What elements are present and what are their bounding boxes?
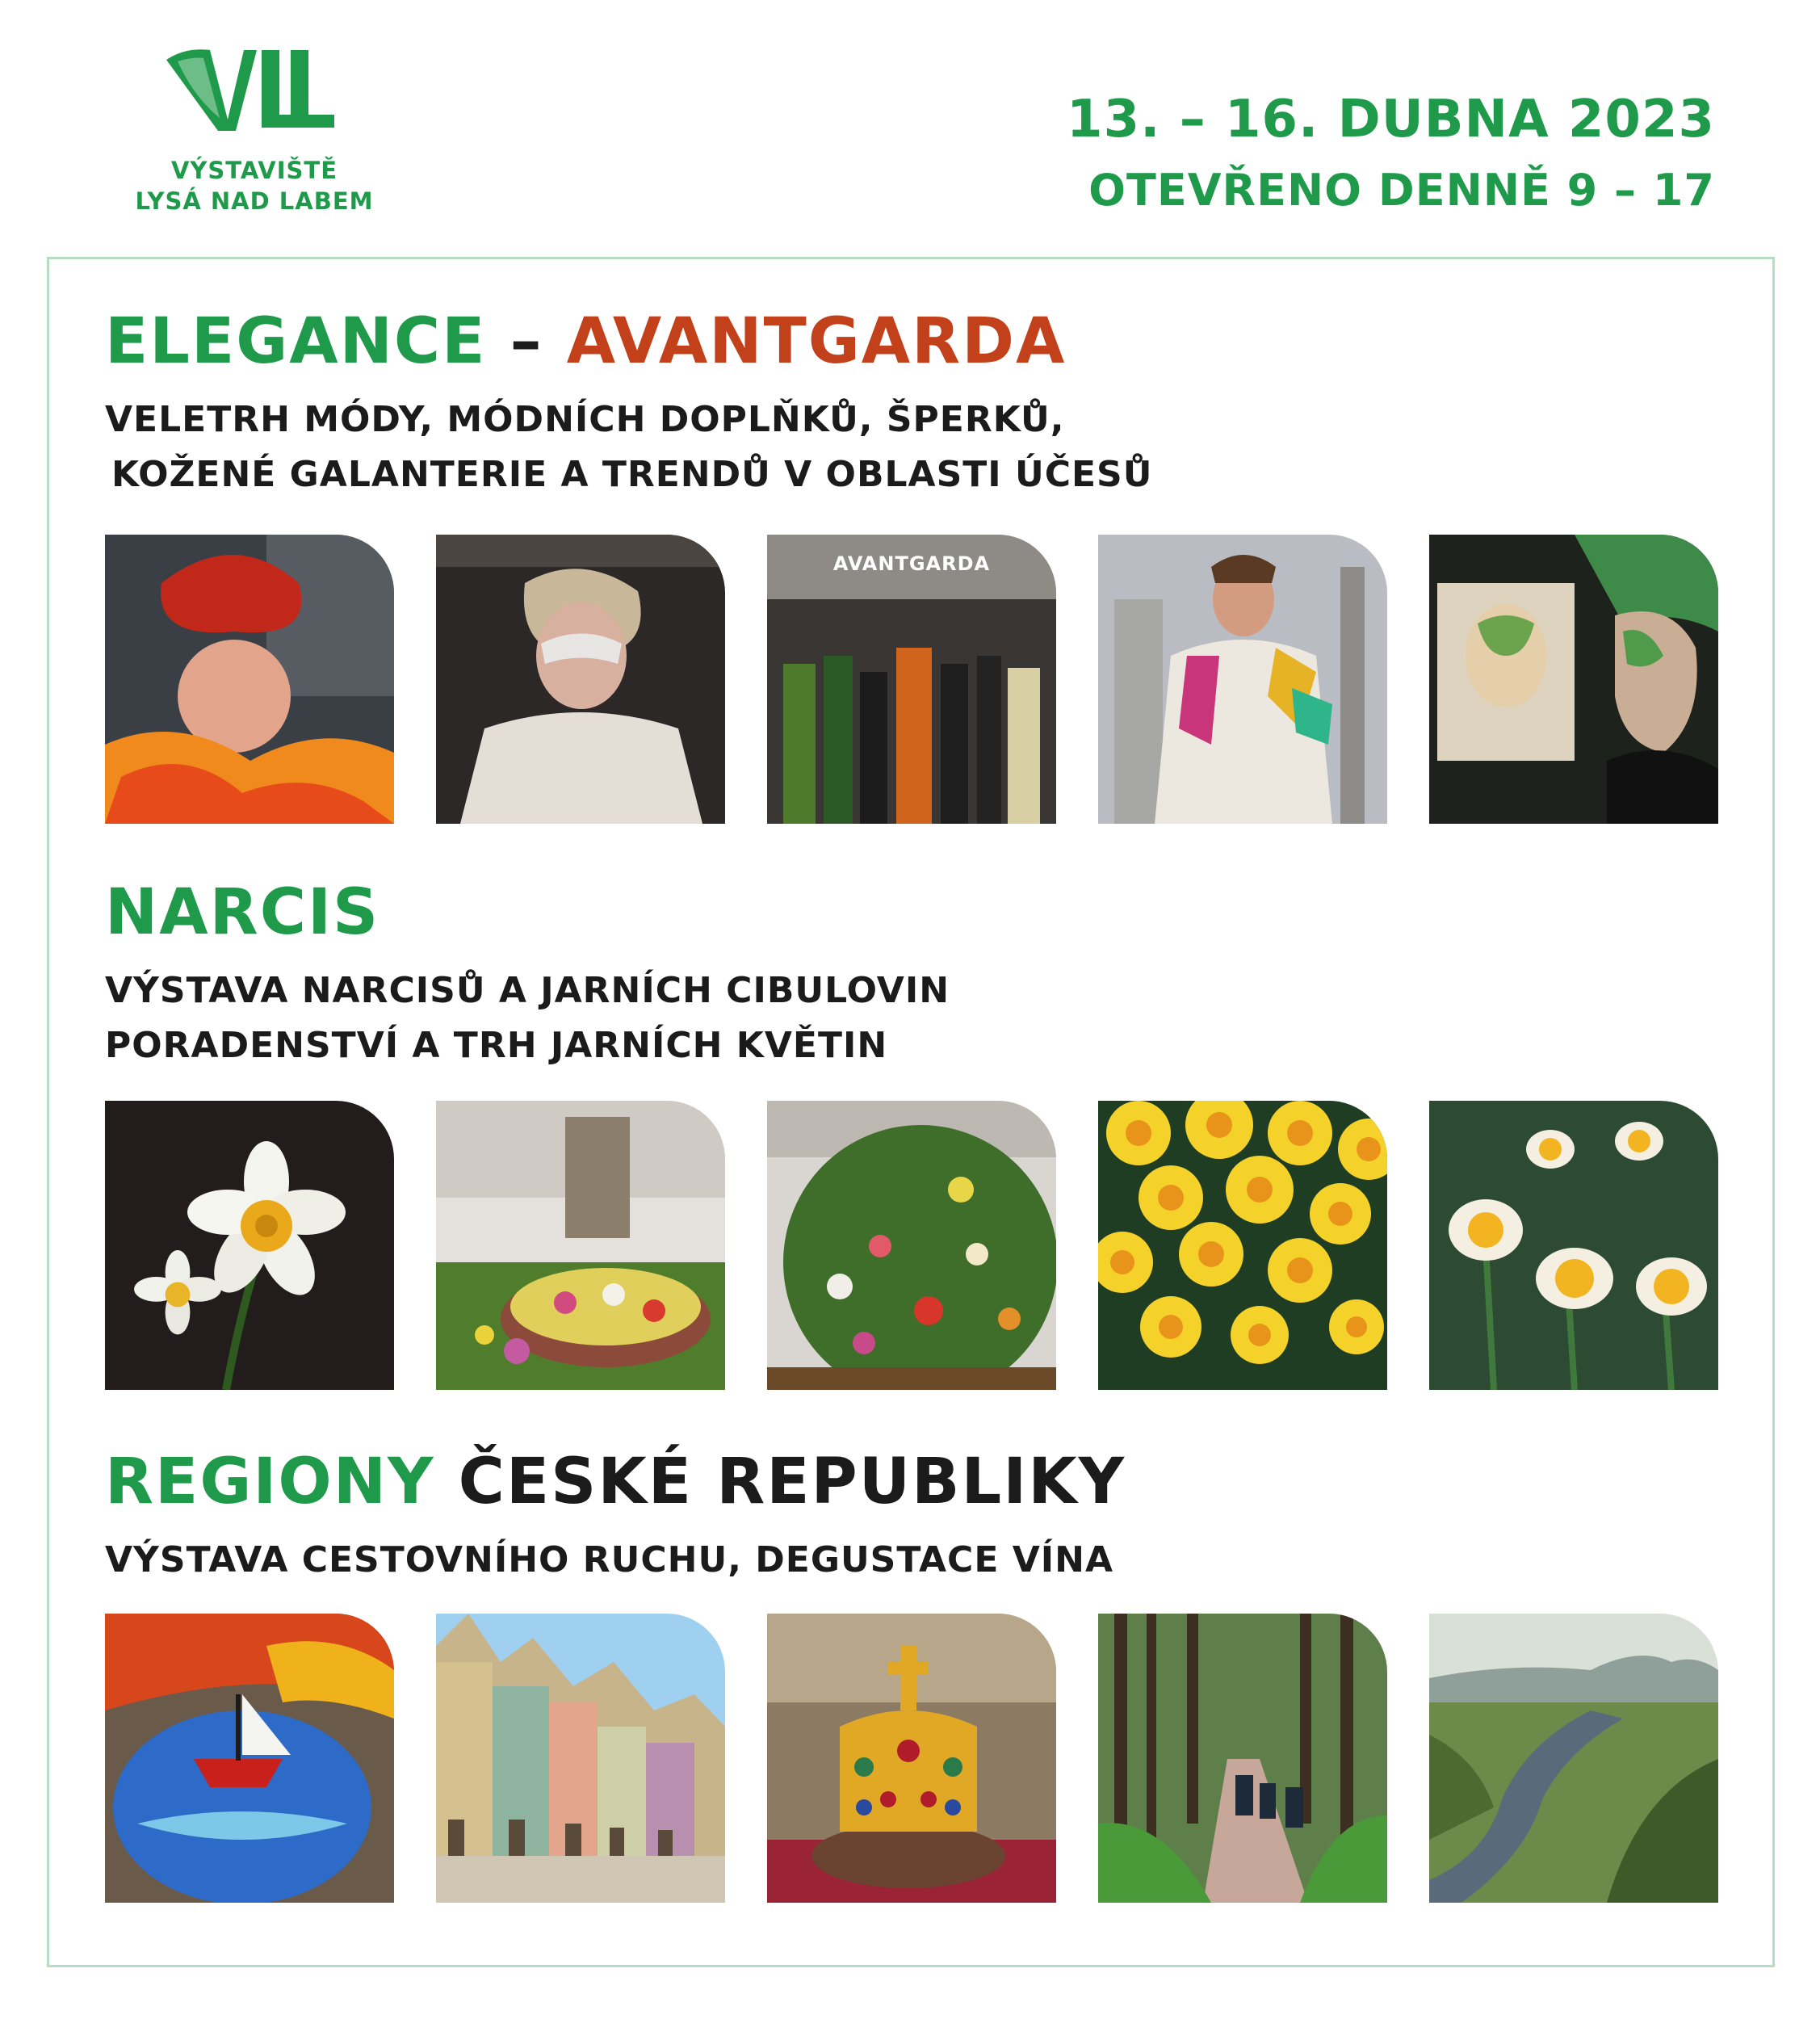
section-subtitle-line2: PORADENSTVÍ A TRH JARNÍCH KVĚTIN (105, 1025, 888, 1066)
logo-mark-icon (161, 40, 347, 145)
title-separator: – (486, 305, 567, 378)
photo-row-flowers (105, 1101, 1718, 1390)
event-dates: 13. – 16. DUBNA 2023 (1067, 90, 1715, 149)
photo-row-fashion (105, 535, 1718, 824)
title-part-avantgarda: AVANTGARDA (566, 305, 1067, 378)
title-part-ceske-republiky: ČESKÉ REPUBLIKY (434, 1446, 1126, 1518)
photo-face-paint-portrait (1429, 535, 1718, 824)
title-part-regiony: REGIONY (105, 1446, 435, 1518)
event-info (1067, 87, 1715, 220)
photo-river-valley-landscape (1429, 1614, 1718, 1903)
photo-flower-arrangement-hall (767, 1101, 1056, 1390)
logo-text-line1: VÝSTAVIŠTĚ (170, 157, 338, 184)
section-subtitle-line2: KOŽENÉ GALANTERIE A TRENDŮ V OBLASTI ÚČESŮ (111, 454, 1153, 495)
title-part-elegance: ELEGANCE (105, 305, 487, 378)
section-subtitle-line1: VÝSTAVA CESTOVNÍHO RUCHU, DEGUSTACE VÍNA (105, 1539, 1113, 1580)
photo-caption-avantgarda: AVANTGARDA (832, 552, 991, 575)
photo-flower-exhibition-bed (436, 1101, 725, 1390)
photo-yellow-daffodils-field (1098, 1101, 1387, 1390)
section-subtitle-line1: VÝSTAVA NARCISŮ A JARNÍCH CIBULOVIN (105, 970, 950, 1011)
photo-forest-cyclists (1098, 1614, 1387, 1903)
section-narcis (105, 876, 950, 1073)
section-title-narcis: NARCIS (105, 876, 380, 949)
photo-row-regions (105, 1614, 1718, 1903)
photo-runway-male-jacket (1098, 535, 1387, 824)
section-title (105, 1446, 1126, 1518)
photo-white-daffodil (105, 1101, 394, 1390)
section-regiony (105, 1446, 1126, 1588)
photo-white-yellow-daffodils (1429, 1101, 1718, 1390)
photo-telc-square-houses (436, 1614, 725, 1903)
section-elegance-avantgarda (105, 305, 1152, 502)
photo-avantgarda-stage-group (767, 535, 1056, 824)
logo-text-line2: LYSÁ NAD LABEM (135, 187, 374, 215)
photo-model-orange-headdress (105, 535, 394, 824)
photo-royal-crown (767, 1614, 1056, 1903)
section-subtitle-line1: VELETRH MÓDY, MÓDNÍCH DOPLŇKŮ, ŠPERKŮ, (105, 399, 1065, 440)
section-title (105, 305, 1152, 378)
photo-model-silver-mask (436, 535, 725, 824)
opening-hours: OTEVŘENO DENNĚ 9 – 17 (1088, 165, 1715, 216)
venue-logo (121, 40, 388, 234)
photo-painted-stone-boat (105, 1614, 394, 1903)
